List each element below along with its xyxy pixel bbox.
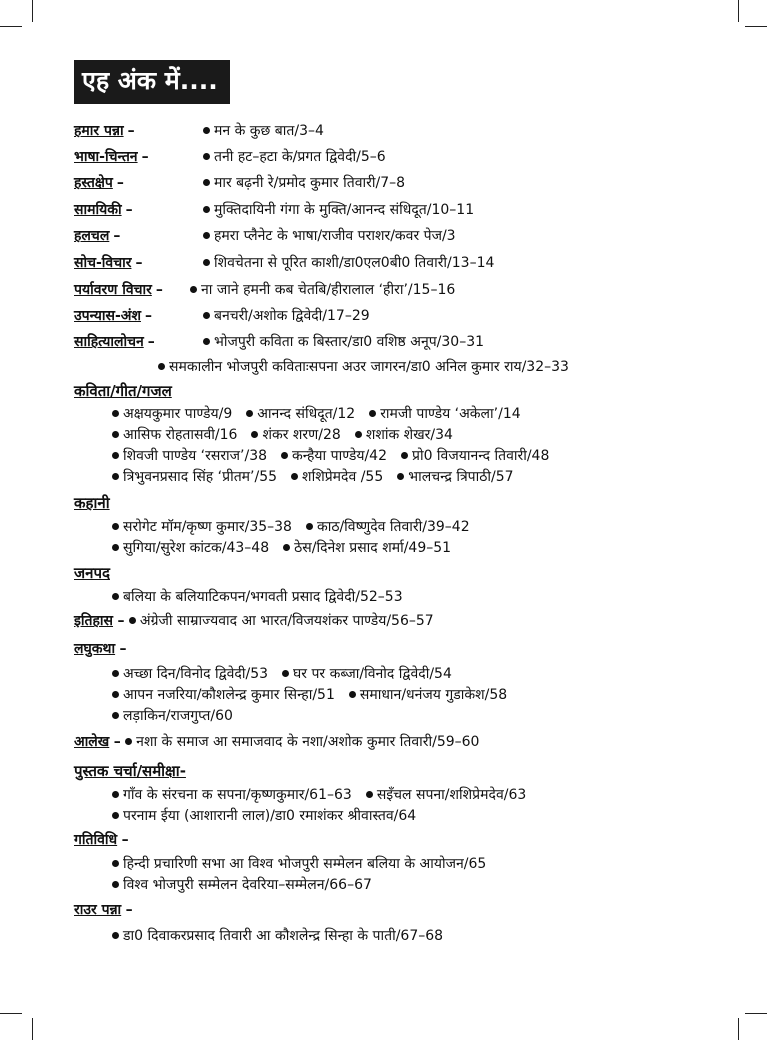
section-kahani-heading: कहानी [74,494,110,512]
section-label: आलेख [74,734,110,750]
section-dash: – [113,228,121,244]
toc-entry [203,201,474,219]
section-dash: – [155,282,163,298]
entry-text: सुगिया/सुरेश कांटक/43–48 [123,540,270,556]
section-label: पर्यावरण विचार [74,282,152,298]
list-row [112,405,521,423]
entry-text: आपन नजरिया/कौशलेन्द्र कुमार सिन्हा/51 [123,687,335,703]
section-label: हमार पन्ना [74,123,124,139]
entry-text: त्रिभुवनप्रसाद सिंह ‘प्रीतम’/55 [123,469,278,485]
list-row [112,876,372,894]
section-pustak-heading: पुस्तक चर्चा/समीक्षा- [74,762,186,780]
entry-text: समकालीन भोजपुरी कविताःसपना अउर जागरन/डा0 अनिल कुमार राय/32–33 [169,359,569,375]
section-dash: – [147,334,155,350]
bullet-icon [369,410,376,417]
toc-line [74,227,120,245]
entry-text: शंकर शरण/28 [262,427,341,443]
bullet-icon [291,473,298,480]
section-itihas [74,612,434,630]
section-dash: – [141,149,149,165]
toc-entry [203,148,386,166]
entry-text: अक्षयकुमार पाण्डेय/9 [123,406,233,422]
entry-text: शशांक शेखर/34 [365,427,453,443]
section-label: सामयिकी [74,202,122,218]
entry-text: गाँव के संरचना क सपना/कृष्णकुमार/61–63 [123,787,352,803]
bullet-icon [158,363,165,370]
section-dash: – [117,613,125,629]
entry-text: भालचन्द्र त्रिपाठी/57 [408,469,514,485]
section-label: इतिहास [74,613,114,629]
bullet-icon [203,312,210,319]
entry-text: समाधान/धनंजय गुडाकेश/58 [359,687,508,703]
entry-text: आनन्द संधिदूत/12 [257,406,356,422]
entry-text: बनचरी/अशोक द्विवेदी/17–29 [214,308,370,324]
section-dash: – [145,308,152,324]
section-label: गतिविधि [74,832,118,848]
bullet-icon [281,452,288,459]
bullet-icon [112,452,119,459]
section-dash: – [121,832,129,848]
bullet-icon [112,860,119,867]
section-dash: – [125,902,133,918]
entry-text: विश्व भोजपुरी सम्मेलन देवरिया–सम्मेलन/66–67 [123,877,372,893]
entry-text: नशा के समाज आ समाजवाद के नशा/अशोक कुमार तिवारी/59–60 [136,734,480,750]
bullet-icon [129,617,136,624]
bullet-icon [112,712,119,719]
entry-text: डा0 दिवाकरप्रसाद तिवारी आ कौशलेन्द्र सिन्हा के पाती/67–68 [123,928,444,944]
entry-text: शशिप्रेमदेव /55 [302,469,384,485]
list-row [112,447,549,465]
entry-text: भोजपुरी कविता क बिस्तार/डा0 वशिष्ठ अनूप/30–31 [214,334,485,350]
crop-mark [32,0,33,22]
bullet-icon [112,691,119,698]
list-row [112,786,526,804]
crop-mark [745,1013,767,1014]
crop-mark [32,1018,33,1040]
section-label: लघुकथा [74,641,116,657]
bullet-icon [112,670,119,677]
entry-text: अच्छा दिन/विनोद द्विवेदी/53 [123,666,269,682]
list-row [112,426,453,444]
entry-text: शिवचेतना से पूरित काशी/डा0एल0बी0 तिवारी/13–14 [214,255,495,271]
toc-entry [203,122,324,140]
toc-line [74,174,124,192]
bullet-icon [203,153,210,160]
toc-line [74,122,135,140]
page-title: एह अंक में.... [74,60,230,104]
toc-entry [203,333,484,351]
list-row [112,665,452,683]
list-row [112,518,470,536]
bullet-icon [203,206,210,213]
toc-entry [203,174,405,192]
section-label: उपन्यास-अंश [74,308,141,324]
list-row [112,927,443,945]
bullet-icon [203,179,210,186]
entry-text: कन्हैया पाण्डेय/42 [292,448,387,464]
entry-text: सरोगेट मॉम/कृष्ण कुमार/35–38 [123,519,292,535]
entry-text: सइँचल सपना/शशिप्रेमदेव/63 [376,787,527,803]
bullet-icon [112,593,119,600]
section-label: राउर पन्ना [74,902,122,918]
entry-text: प्रो0 विजयानन्द तिवारी/48 [411,448,550,464]
entry-text: अंग्रेजी साम्राज्यवाद आ भारत/विजयशंकर पाण्डेय/56–57 [139,613,434,629]
crop-mark [0,26,22,27]
entry-text: बलिया के बलियाटिकपन/भगवती प्रसाद द्विवेदी/52–53 [123,589,403,605]
crop-mark [738,0,739,22]
bullet-icon [401,452,408,459]
toc-line [74,307,152,325]
crop-mark [738,1018,739,1040]
section-raur-heading [74,901,133,919]
bullet-icon [112,791,119,798]
bullet-icon [190,286,197,293]
list-row [112,588,403,606]
entry-text: मार बढ़नी रे/प्रमोद कुमार तिवारी/7–8 [214,175,406,191]
entry-text: घर पर कब्जा/विनोद द्विवेदी/54 [293,666,452,682]
toc-line [74,254,142,272]
entry-text: लड़ाकिन/राजगुप्त/60 [123,708,233,724]
section-label: सोच-विचार [74,255,132,271]
section-janpad-heading: जनपद [74,564,110,582]
toc-continuation [158,358,569,376]
crop-mark [0,1013,22,1014]
bullet-icon [125,738,132,745]
section-alekh [74,733,479,751]
bullet-icon [112,473,119,480]
bullet-icon [203,127,210,134]
section-dash: – [116,175,124,191]
section-label: हलचल [74,228,110,244]
toc-line [74,201,133,219]
section-label: हस्तक्षेप [74,175,113,191]
list-row [112,468,514,486]
section-dash: – [113,734,121,750]
bullet-icon [355,431,362,438]
bullet-icon [282,670,289,677]
bullet-icon [112,410,119,417]
bullet-icon [397,473,404,480]
bullet-icon [246,410,253,417]
section-kavita-heading: कविता/गीत/गजल [74,382,172,400]
bullet-icon [112,812,119,819]
entry-text: काठ/विष्णुदेव तिवारी/39–42 [316,519,470,535]
list-row [112,539,451,557]
bullet-icon [203,338,210,345]
section-laghukatha-heading [74,640,127,658]
section-dash: – [127,123,135,139]
toc-line [74,148,149,166]
bullet-icon [203,232,210,239]
section-dash: – [119,641,127,657]
toc-line [74,333,155,351]
bullet-icon [112,932,119,939]
list-row [112,807,416,825]
section-label: साहित्यालोचन [74,334,144,350]
list-row [112,686,507,704]
bullet-icon [366,791,373,798]
bullet-icon [112,523,119,530]
crop-mark [745,26,767,27]
section-dash: – [135,255,143,271]
toc-entry [203,307,370,325]
section-label: भाषा-चिन्तन [74,149,138,165]
entry-text: तनी हट–हटा के/प्रगत द्विवेदी/5–6 [214,149,386,165]
bullet-icon [203,259,210,266]
bullet-icon [251,431,258,438]
entry-text: मन के कुछ बात/3–4 [214,123,324,139]
list-row [112,855,486,873]
entry-text: ठेस/दिनेश प्रसाद शर्मा/49–51 [294,540,452,556]
entry-text: आसिफ रोहतासवी/16 [123,427,238,443]
toc-entry [190,281,455,299]
entry-text: मुक्तिदायिनी गंगा के मुक्ति/आनन्द संधिदूत/10–11 [214,202,475,218]
bullet-icon [306,523,313,530]
entry-text: रामजी पाण्डेय ‘अकेला’/14 [380,406,521,422]
section-gatividhi-heading [74,831,129,849]
bullet-icon [112,431,119,438]
entry-text: ना जाने हमनी कब चेतबि/हीरालाल ‘हीरा’/15–16 [201,282,456,298]
entry-text: परनाम ईया (आशारानी लाल)/डा0 रमाशंकर श्रीवास्तव/64 [123,808,417,824]
bullet-icon [112,544,119,551]
toc-entry [203,227,456,245]
bullet-icon [349,691,356,698]
list-row [112,707,233,725]
entry-text: हमरा प्लैनेट के भाषा/राजीव पराशर/कवर पेज/3 [214,228,456,244]
entry-text: शिवजी पाण्डेय ‘रसराज’/38 [123,448,268,464]
bullet-icon [112,881,119,888]
bullet-icon [283,544,290,551]
toc-line [74,281,163,299]
entry-text: हिन्दी प्रचारिणी सभा आ विश्व भोजपुरी सम्मेलन बलिया के आयोजन/65 [123,856,487,872]
toc-entry [203,254,494,272]
section-dash: – [125,202,133,218]
